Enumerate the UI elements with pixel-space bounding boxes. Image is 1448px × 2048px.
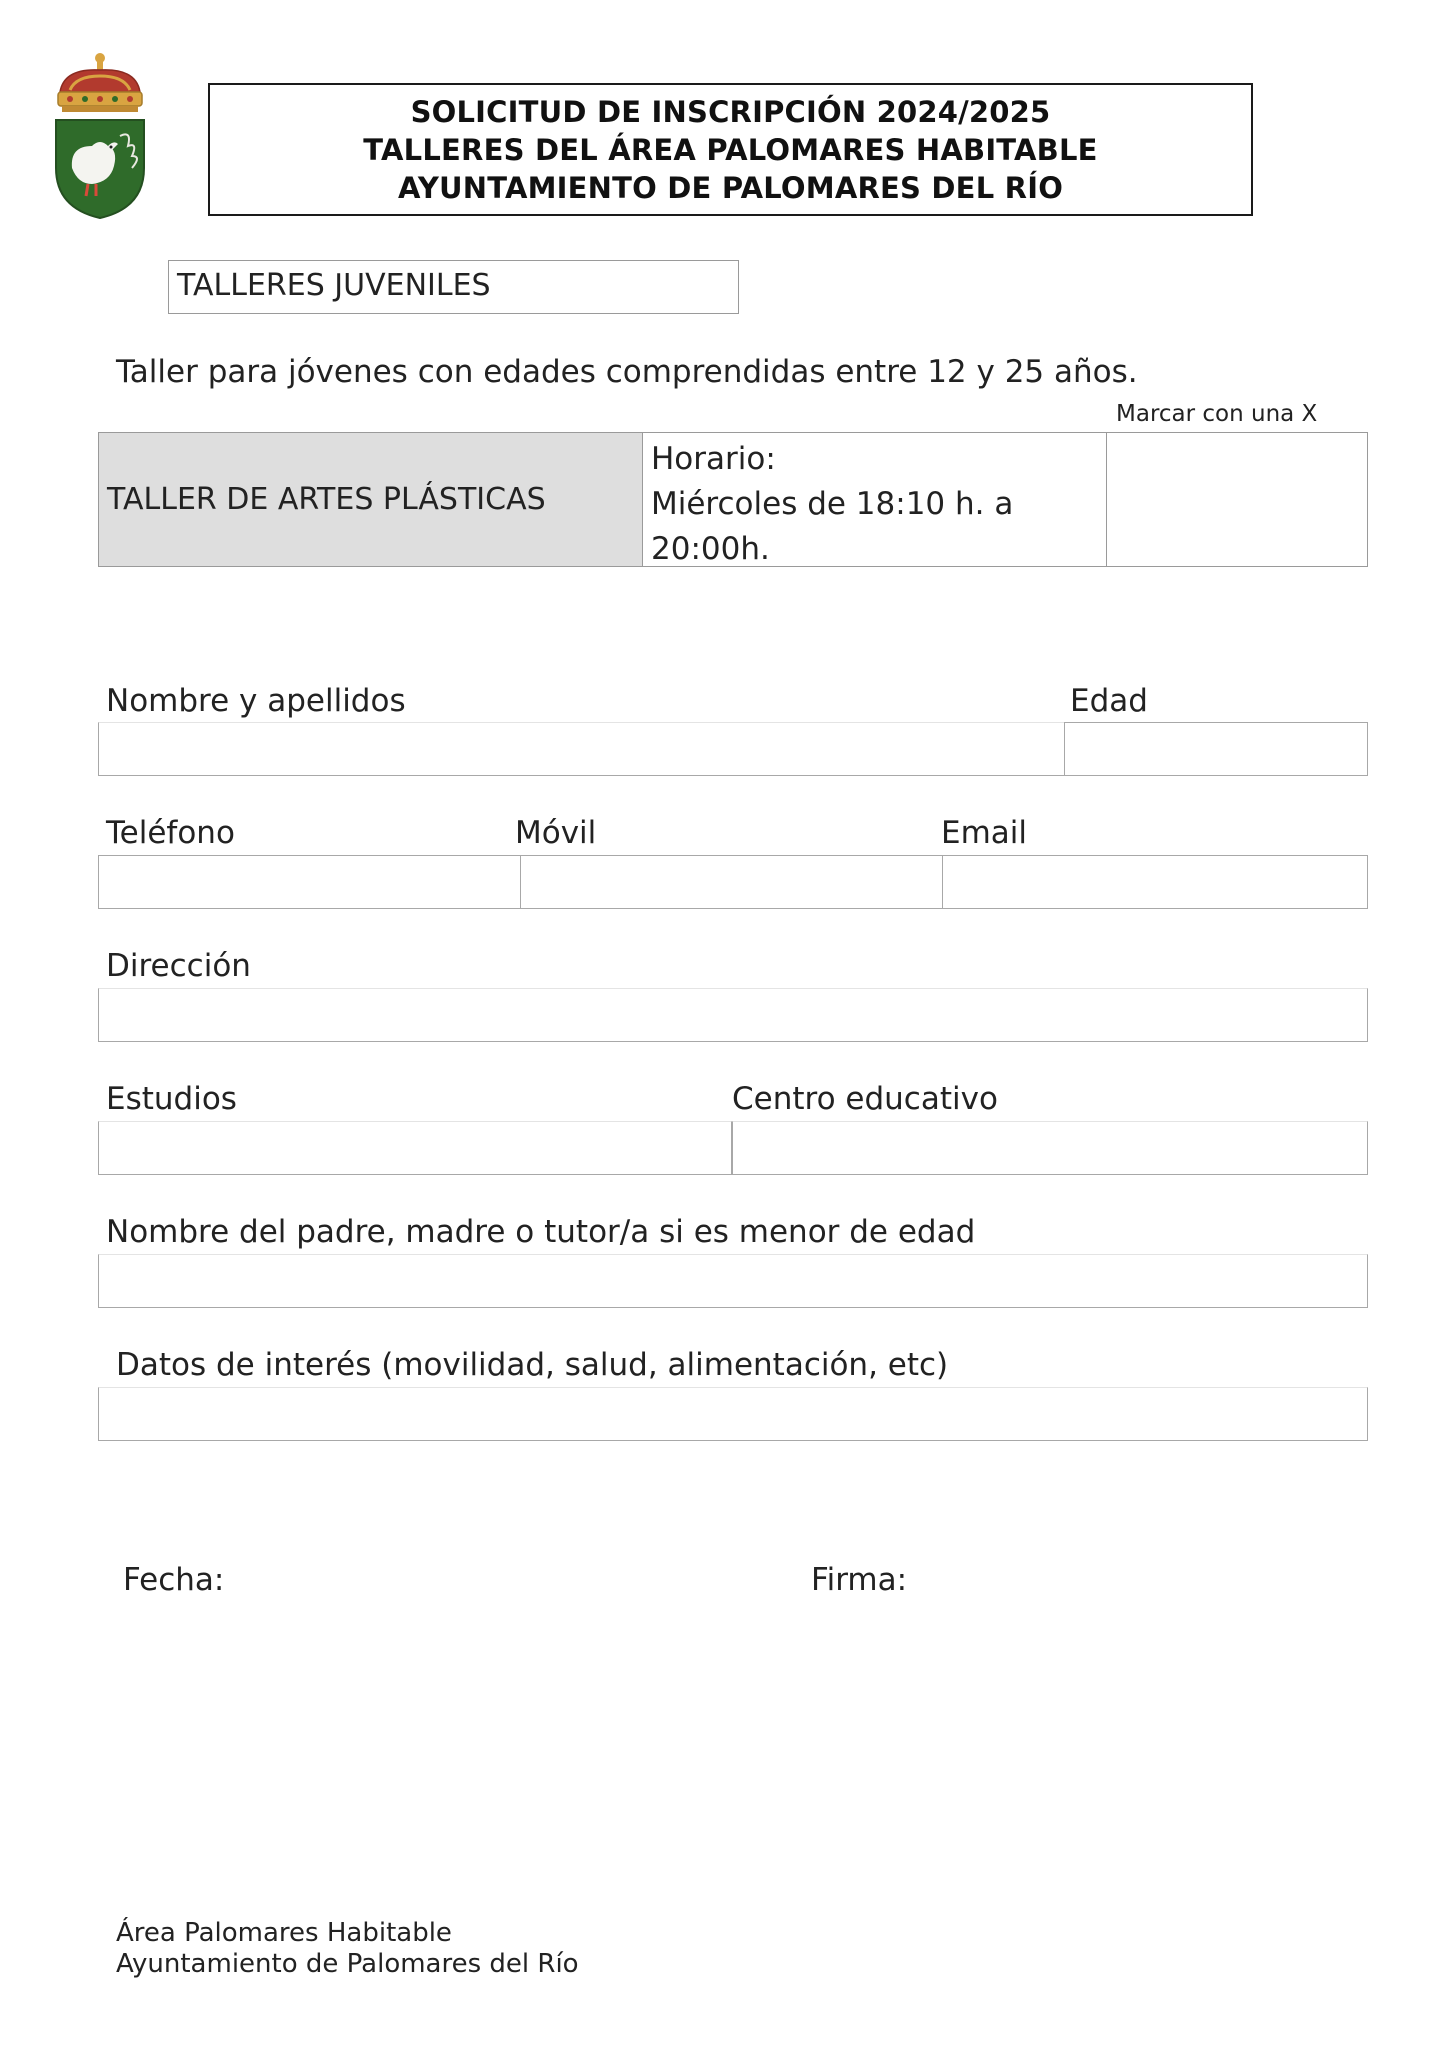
email-label: Email	[941, 815, 1028, 851]
edad-input[interactable]	[1064, 722, 1368, 776]
direccion-label: Dirección	[106, 948, 251, 984]
category-label: TALLERES JUVENILES	[168, 260, 739, 314]
crown-icon	[58, 53, 142, 112]
telefono-input[interactable]	[98, 855, 521, 909]
footer-ayuntamiento: Ayuntamiento de Palomares del Río	[116, 1949, 579, 1979]
footer-area-name: Área Palomares Habitable	[116, 1918, 452, 1948]
workshop-name: TALLER DE ARTES PLÁSTICAS	[99, 433, 643, 566]
email-input[interactable]	[942, 855, 1368, 909]
intro-text: Taller para jóvenes con edades comprendidas entre 12 y 25 años.	[116, 354, 1138, 390]
estudios-input[interactable]	[98, 1121, 732, 1175]
title-line-2: TALLERES DEL ÁREA PALOMARES HABITABLE	[363, 132, 1098, 167]
nombre-input[interactable]	[98, 722, 1073, 776]
schedule-value: Miércoles de 18:10 h. a 20:00h.	[651, 486, 1014, 567]
direccion-input[interactable]	[98, 988, 1368, 1042]
workshop-schedule	[643, 433, 1107, 566]
workshop-table	[98, 432, 1368, 567]
movil-input[interactable]	[520, 855, 943, 909]
telefono-label: Teléfono	[106, 815, 235, 851]
document-title	[208, 83, 1253, 216]
mark-instruction: Marcar con una X	[1116, 401, 1318, 427]
firma-label: Firma:	[811, 1562, 908, 1598]
title-line-3: AYUNTAMIENTO DE PALOMARES DEL RÍO	[397, 170, 1064, 205]
movil-label: Móvil	[515, 815, 597, 851]
datos-interes-label: Datos de interés (movilidad, salud, alimentación, etc)	[116, 1347, 949, 1383]
centro-input[interactable]	[732, 1121, 1368, 1175]
nombre-label: Nombre y apellidos	[106, 683, 406, 719]
datos-interes-input[interactable]	[98, 1387, 1368, 1441]
estudios-label: Estudios	[106, 1081, 237, 1117]
shield-icon	[56, 120, 144, 218]
tutor-input[interactable]	[98, 1254, 1368, 1308]
coat-of-arms-logo	[48, 50, 152, 222]
coat-of-arms-icon	[48, 50, 152, 222]
title-line-1: SOLICITUD DE INSCRIPCIÓN 2024/2025	[410, 94, 1051, 129]
tutor-label: Nombre del padre, madre o tutor/a si es menor de edad	[106, 1214, 976, 1250]
workshop-mark-cell[interactable]	[1107, 433, 1367, 566]
edad-label: Edad	[1070, 683, 1148, 719]
schedule-label: Horario:	[651, 441, 776, 477]
fecha-label: Fecha:	[123, 1562, 225, 1598]
centro-label: Centro educativo	[732, 1081, 998, 1117]
